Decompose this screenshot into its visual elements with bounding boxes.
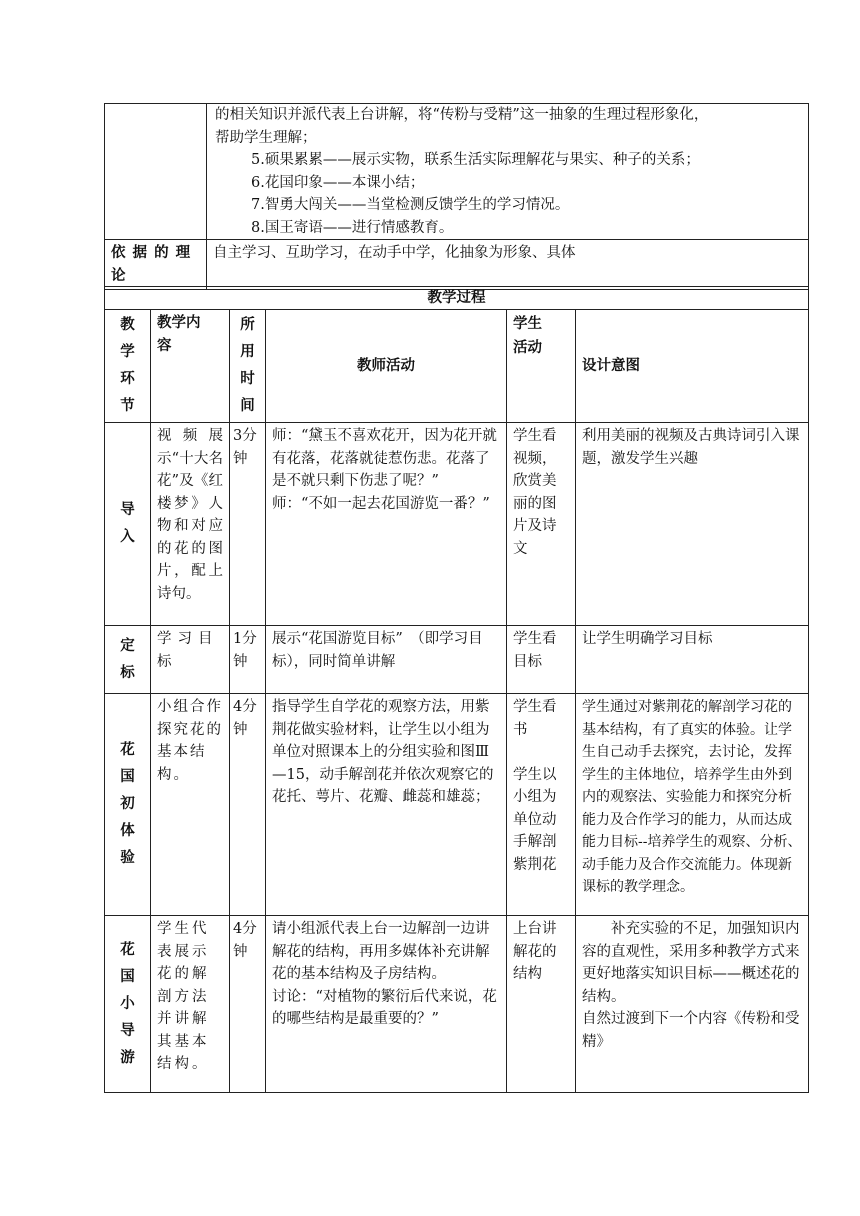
student-experience: 学生看书 学生以小组为单位动手解剖紫荆花 [507, 694, 576, 916]
time-intro: 3分钟 [230, 423, 266, 626]
header-teacher: 教师活动 [266, 310, 507, 423]
intent-experience: 学生通过对紫荆花的解剖学习花的基本结构，有了真实的体验。让学生自己动手去探究，去讨论，发挥学生的主体地位，培养学生由外到内的观察法、实验能力和探究分析能力及合作学习的能力，从而达成能力目标--培养学生的观察、分析、动手能力及合作交流能力。体现新课标的教学理念。 [576, 694, 809, 916]
continuation-line-2: 帮助学生理解； [215, 129, 317, 146]
student-intro: 学生看视频，欣赏美丽的图片及诗文 [507, 423, 576, 626]
content-guide: 学生代表展示花的解剖方法并讲解其基本结构。 [151, 916, 230, 1093]
time-goal: 1分钟 [230, 626, 266, 694]
row-experience [105, 694, 809, 916]
process-title-row [105, 287, 809, 310]
teacher-guide: 请小组派代表上台一边解剖一边讲解花的结构，再用多媒体补充讲解花的基本结构及子房结构。 讨论：“对植物的繁衍后代来说，花的哪些结构是最重要的？” [266, 916, 507, 1093]
continuation-line-1: 的相关知识并派代表上台讲解，将“传粉与受精”这一抽象的生理过程形象化， [215, 107, 709, 123]
header-student: 学生活动 [507, 310, 576, 423]
header-time: 所用时间 [230, 310, 266, 423]
teacher-intro: 师：“黛玉不喜欢花开，因为花开就有花落，花落就徒惹伤悲。花落了是不就只剩下伤悲了呢？” 师：“不如一起去花国游览一番？” [266, 423, 507, 626]
continuation-row [105, 104, 809, 240]
process-title: 教学过程 [105, 287, 809, 310]
intent-goal: 让学生明确学习目标 [576, 626, 809, 694]
header-row [105, 310, 809, 423]
stage-intro: 导入 [105, 423, 151, 626]
content-intro: 视频展示“十大名花”及《红楼梦》人物和对应的花的图片，配上诗句。 [151, 423, 230, 626]
step-7: 7.智勇大闯关——当堂检测反馈学生的学习情况。 [251, 197, 570, 213]
continuation-cell [207, 104, 809, 240]
header-intent: 设计意图 [576, 310, 809, 423]
student-goal: 学生看目标 [507, 626, 576, 694]
step-8: 8.国王寄语——进行情感教育。 [251, 219, 454, 236]
row-guide [105, 916, 809, 1093]
teacher-experience: 指导学生自学花的观察方法，用紫荆花做实验材料，让学生以小组为单位对照课本上的分组实验和图Ⅲ—15，动手解剖花并依次观察它的花托、萼片、花瓣、雌蕊和雄蕊； [266, 694, 507, 916]
basis-label: 依 据 的 理 论 [105, 240, 207, 290]
stage-goal: 定标 [105, 626, 151, 694]
process-table [104, 286, 809, 1093]
top-table [104, 103, 809, 290]
empty-label-cell [105, 104, 207, 240]
time-experience: 4分钟 [230, 694, 266, 916]
stage-guide: 花国小导游 [105, 916, 151, 1093]
intent-guide-first: 补充实验的不足，加强知识内容的直观性，采用多种教学方式来更好地落实知识目标——概述花的结构。 [582, 921, 800, 1005]
intent-guide-second: 自然过渡到下一个内容《传粉和受精》 [582, 1011, 800, 1050]
basis-row [105, 240, 809, 290]
header-stage: 教学环节 [105, 310, 151, 423]
row-goal [105, 626, 809, 694]
intent-guide [576, 916, 809, 1093]
content-goal: 学习目标 [151, 626, 230, 694]
basis-text: 自主学习、互助学习，在动手中学，化抽象为形象、具体 [207, 240, 809, 290]
step-5: 5.硕果累累——展示实物，联系生活实际理解花与果实、种子的关系； [251, 152, 700, 168]
time-guide: 4分钟 [230, 916, 266, 1093]
student-guide: 上台讲解花的结构 [507, 916, 576, 1093]
teacher-goal: 展示“花国游览目标” （即学习目标），同时简单讲解 [266, 626, 507, 694]
stage-experience: 花国初体验 [105, 694, 151, 916]
row-intro [105, 423, 809, 626]
step-6: 6.花国印象——本课小结； [251, 174, 425, 191]
content-experience: 小组合作探究花的基本结构。 [151, 694, 230, 916]
intent-intro: 利用美丽的视频及古典诗词引入课题，激发学生兴趣 [576, 423, 809, 626]
header-content: 教学内容 [151, 310, 230, 423]
